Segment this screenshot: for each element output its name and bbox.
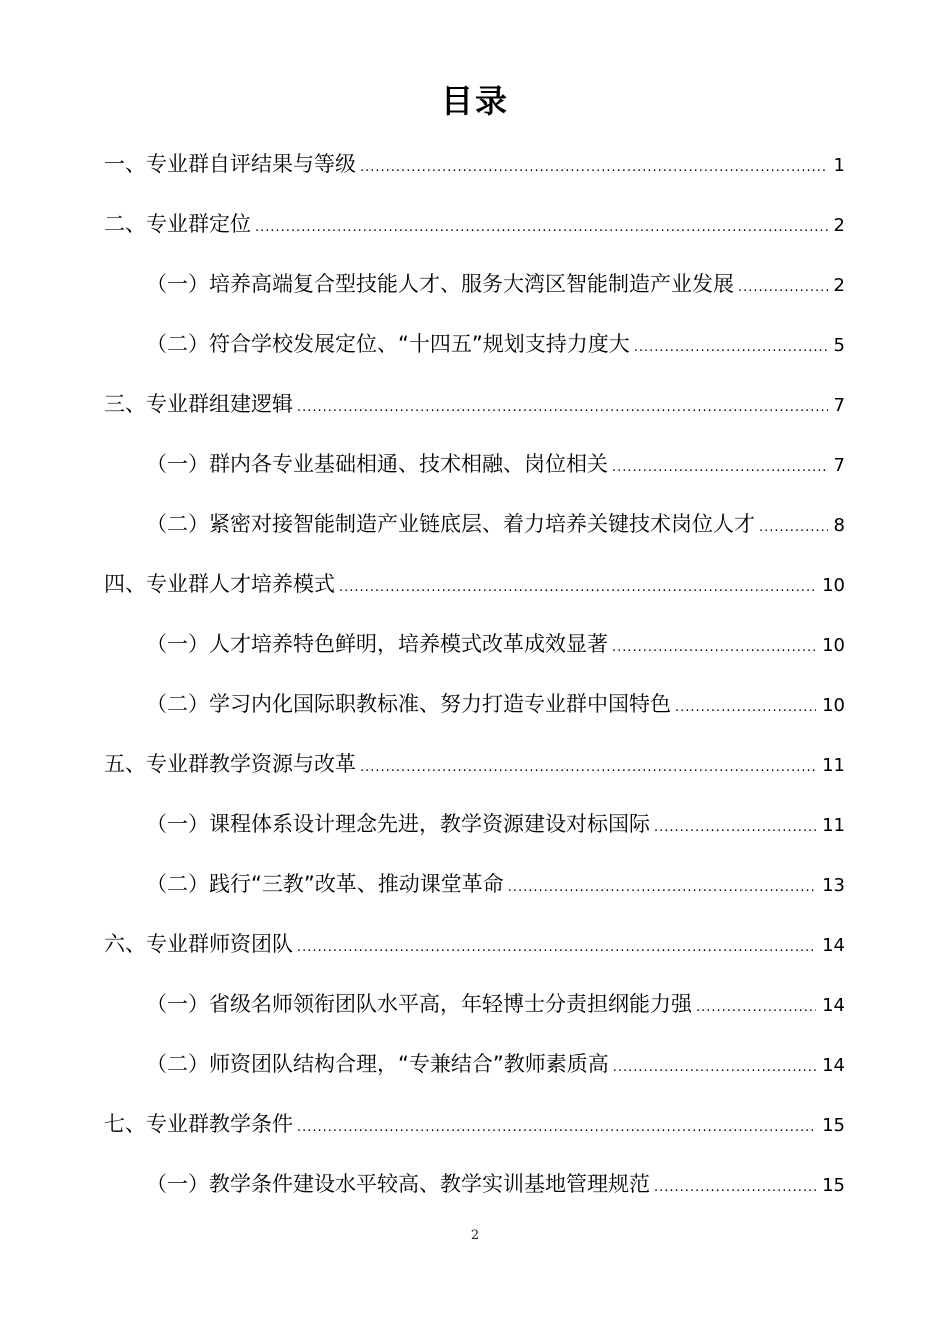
dot-leader (738, 273, 828, 303)
toc-entry[interactable] (146, 629, 845, 659)
dot-leader (654, 813, 816, 843)
toc-entry[interactable] (146, 989, 845, 1019)
toc-entry[interactable] (104, 929, 845, 959)
toc-entry[interactable] (104, 1109, 845, 1139)
toc-entry-label: 四、专业群人才培养模式 (104, 572, 335, 596)
toc-entry-label: （一）群内各专业基础相通、技术相融、岗位相关 (146, 452, 608, 476)
toc-entry-label: 三、专业群组建逻辑 (104, 392, 293, 416)
dot-leader (675, 693, 816, 723)
dot-leader (654, 1173, 816, 1203)
toc-entry[interactable] (146, 809, 845, 839)
toc-entry-page: 15 (822, 1175, 845, 1196)
toc-entry-page: 14 (822, 1055, 845, 1076)
toc-entry-page: 14 (822, 935, 845, 956)
toc-entry-label: （一）课程体系设计理念先进，教学资源建设对标国际 (146, 812, 650, 836)
toc-entry-label: （一）人才培养特色鲜明，培养模式改革成效显著 (146, 632, 608, 656)
toc-entry[interactable] (104, 149, 845, 179)
toc-entry-page: 2 (833, 215, 845, 236)
toc-entry[interactable] (146, 329, 845, 359)
dot-leader (255, 213, 828, 243)
toc-entry-page: 7 (833, 455, 845, 476)
dot-leader (696, 993, 816, 1023)
toc-entry[interactable] (104, 209, 845, 239)
dot-leader (339, 573, 816, 603)
toc-entry-label: （二）符合学校发展定位、“十四五”规划支持力度大 (146, 332, 630, 356)
toc-entry-label: （二）践行“三教”改革、推动课堂革命 (146, 872, 504, 896)
toc-entry[interactable] (104, 749, 845, 779)
toc-entry-label: 六、专业群师资团队 (104, 932, 293, 956)
toc-entry-page: 14 (822, 995, 845, 1016)
toc-entry[interactable] (146, 869, 845, 899)
toc-entry-page: 1 (833, 155, 845, 176)
toc-entry-label: （一）培养高端复合型技能人才、服务大湾区智能制造产业发展 (146, 272, 734, 296)
toc-entry-label: 一、专业群自评结果与等级 (104, 152, 356, 176)
toc-entry[interactable] (104, 569, 845, 599)
toc-entry-label: （二）学习内化国际职教标准、努力打造专业群中国特色 (146, 692, 671, 716)
dot-leader (360, 153, 828, 183)
dot-leader (297, 1113, 816, 1143)
toc-entry-page: 15 (822, 1115, 845, 1136)
toc-entry[interactable] (146, 1169, 845, 1199)
dot-leader (508, 873, 816, 903)
dot-leader (612, 453, 828, 483)
toc-entry-page: 2 (833, 275, 845, 296)
toc-entry-page: 13 (822, 875, 845, 896)
toc-entry-page: 5 (833, 335, 845, 356)
toc-entry-label: （一）教学条件建设水平较高、教学实训基地管理规范 (146, 1172, 650, 1196)
toc-entry-page: 10 (822, 575, 845, 596)
dot-leader (759, 513, 828, 543)
dot-leader (612, 633, 816, 663)
toc-entry-page: 11 (822, 815, 845, 836)
toc-entry[interactable] (104, 389, 845, 419)
toc-entry[interactable] (146, 689, 845, 719)
toc-entry-label: 二、专业群定位 (104, 212, 251, 236)
toc-entry-page: 11 (822, 755, 845, 776)
toc-entry-page: 10 (822, 635, 845, 656)
toc-entry[interactable] (146, 269, 845, 299)
page-number: 2 (470, 1228, 480, 1243)
toc-entry-label: 五、专业群教学资源与改革 (104, 752, 356, 776)
toc-entry-label: （一）省级名师领衔团队水平高，年轻博士分责担纲能力强 (146, 992, 692, 1016)
toc-entry[interactable] (146, 449, 845, 479)
dot-leader (297, 933, 816, 963)
toc-entry-page: 8 (833, 515, 845, 536)
toc-entry-page: 7 (833, 395, 845, 416)
toc-entry[interactable] (146, 509, 845, 539)
toc-entry[interactable] (146, 1049, 845, 1079)
toc-entry-label: 七、专业群教学条件 (104, 1112, 293, 1136)
dot-leader (634, 333, 828, 363)
dot-leader (360, 753, 816, 783)
dot-leader (297, 393, 828, 423)
toc-entry-label: （二）师资团队结构合理，“专兼结合”教师素质高 (146, 1052, 609, 1076)
toc-entry-page: 10 (822, 695, 845, 716)
page-title: 目录 (440, 82, 509, 120)
toc-entry-label: （二）紧密对接智能制造产业链底层、着力培养关键技术岗位人才 (146, 512, 755, 536)
dot-leader (613, 1053, 816, 1083)
